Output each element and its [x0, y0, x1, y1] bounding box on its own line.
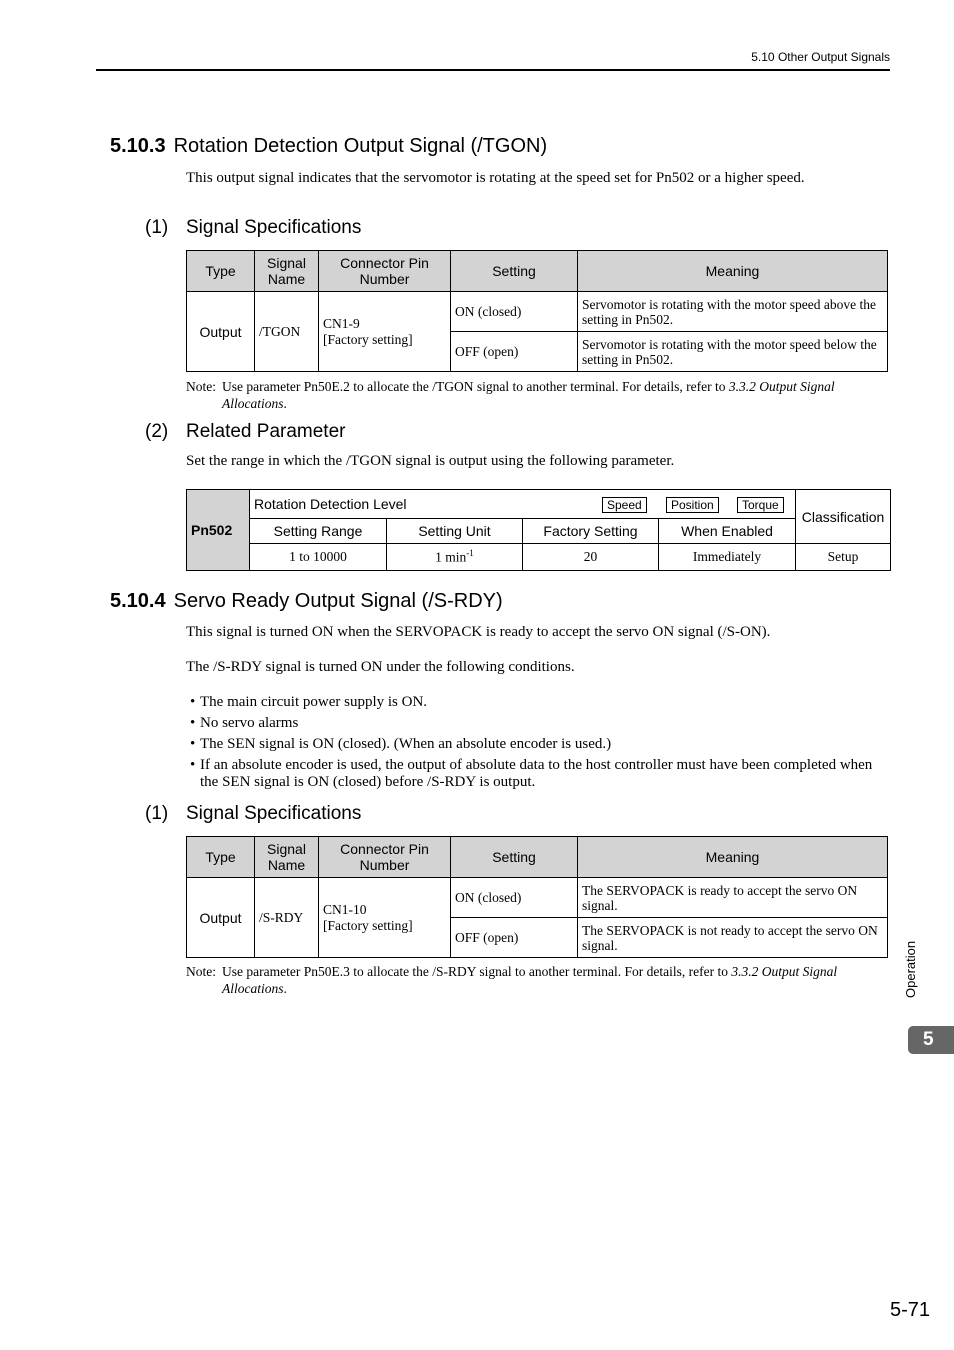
related-parameter-text: Set the range in which the /TGON signal is output using the following parameter.	[186, 453, 675, 469]
srdy-signal-table	[186, 836, 888, 958]
section-number: 5.10.4	[110, 590, 166, 612]
srdy-note	[186, 963, 890, 997]
col-header-signal-name: Signal Name	[255, 837, 319, 878]
cell-setting-on: ON (closed)	[451, 292, 578, 332]
tag-speed: Speed	[602, 497, 647, 513]
col-header-meaning: Meaning	[578, 251, 888, 292]
list-item	[190, 694, 890, 711]
cell-signal-name: /TGON	[255, 292, 319, 372]
condition-text: The main circuit power supply is ON.	[200, 694, 428, 710]
note-label: Note:	[186, 964, 216, 979]
conditions-intro: The /S-RDY signal is turned ON under the following conditions.	[186, 659, 575, 675]
connector-pin: CN1-9	[323, 315, 360, 331]
cell-connector-pin	[319, 878, 451, 958]
header-factory-setting: Factory Setting	[523, 519, 659, 544]
col-header-setting: Setting	[451, 251, 578, 292]
cell-connector-pin	[319, 292, 451, 372]
col-header-setting: Setting	[451, 837, 578, 878]
cell-setting-off: OFF (open)	[451, 332, 578, 372]
cell-setting-off: OFF (open)	[451, 918, 578, 958]
bullet: •	[190, 757, 196, 773]
cell-meaning-off: Servomotor is rotating with the motor speed below the setting in Pn502.	[578, 332, 888, 372]
classification-header: Classification	[796, 490, 891, 544]
value-setting-range: 1 to 10000	[250, 544, 387, 571]
parameter-name-cell	[250, 490, 796, 519]
section-title: Rotation Detection Output Signal (/TGON)	[173, 135, 548, 157]
subheading-number: (1)	[145, 803, 169, 824]
parameter-table-pn502	[186, 489, 891, 571]
col-header-type: Type	[187, 251, 255, 292]
col-header-signal-name: Signal Name	[255, 251, 319, 292]
condition-text: If an absolute encoder is used, the output of absolute data to the host controller must have been completed when the SEN signal is ON (closed) before /S-RDY is output.	[200, 757, 873, 790]
condition-text: No servo alarms	[200, 715, 299, 731]
subheading-number: (1)	[145, 217, 169, 238]
col-header-type: Type	[187, 837, 255, 878]
note-end: .	[283, 981, 287, 996]
header-when-enabled: When Enabled	[659, 519, 796, 544]
connector-pin: CN1-10	[323, 901, 367, 917]
chapter-side-label: Operation	[903, 940, 918, 998]
subheading-title: Signal Specifications	[186, 217, 362, 238]
subheading-number: (2)	[145, 421, 169, 442]
tgon-signal-table	[186, 250, 888, 372]
section-heading-5-10-3	[110, 135, 547, 158]
tgon-note	[186, 378, 890, 412]
cell-meaning-on: The SERVOPACK is ready to accept the servo ON signal.	[578, 878, 888, 918]
conditions-list	[190, 694, 890, 795]
subheading-signal-specs-srdy	[145, 803, 361, 825]
parameter-number: Pn502	[187, 490, 250, 571]
tag-position: Position	[666, 497, 719, 513]
condition-text: The SEN signal is ON (closed). (When an absolute encoder is used.)	[200, 736, 612, 752]
note-reference: 3.3.2 Output Signal Allocations	[222, 379, 835, 411]
section-heading-5-10-4	[110, 590, 503, 613]
value-classification: Setup	[796, 544, 891, 571]
bullet: •	[190, 694, 196, 710]
note-reference: 3.3.2 Output Signal Allocations	[222, 964, 838, 996]
value-when-enabled: Immediately	[659, 544, 796, 571]
section-intro: This signal is turned ON when the SERVOPACK is ready to accept the servo ON signal (/S-ON).	[186, 624, 771, 640]
factory-setting-note: [Factory setting]	[323, 331, 413, 347]
note-text: Use parameter Pn50E.3 to allocate the /S-RDY signal to another terminal. For details, refer to	[222, 964, 728, 979]
subheading-title: Related Parameter	[186, 421, 346, 442]
header-setting-unit: Setting Unit	[387, 519, 523, 544]
subheading-title: Signal Specifications	[186, 803, 362, 824]
section-title: Servo Ready Output Signal (/S-RDY)	[173, 590, 503, 612]
col-header-connector-pin: Connector Pin Number	[319, 251, 451, 292]
value-setting-unit	[387, 544, 523, 571]
cell-meaning-on: Servomotor is rotating with the motor speed above the setting in Pn502.	[578, 292, 888, 332]
header-rule	[96, 69, 890, 71]
cell-meaning-off: The SERVOPACK is not ready to accept the servo ON signal.	[578, 918, 888, 958]
subheading-signal-specs-tgon	[145, 217, 361, 239]
section-number: 5.10.3	[110, 135, 166, 157]
value-factory-setting: 20	[523, 544, 659, 571]
cell-signal-name: /S-RDY	[255, 878, 319, 958]
unit-exponent: -1	[466, 548, 474, 559]
cell-type: Output	[187, 878, 255, 958]
col-header-meaning: Meaning	[578, 837, 888, 878]
header-setting-range: Setting Range	[250, 519, 387, 544]
subheading-related-parameter	[145, 421, 345, 443]
bullet: •	[190, 715, 196, 731]
list-item	[190, 736, 890, 753]
cell-type: Output	[187, 292, 255, 372]
note-text: Use parameter Pn50E.2 to allocate the /TGON signal to another terminal. For details, refer to	[222, 379, 726, 394]
chapter-tab: 5	[908, 1026, 954, 1054]
page-number: 5-71	[889, 1299, 930, 1321]
list-item	[190, 757, 890, 791]
cell-setting-on: ON (closed)	[451, 878, 578, 918]
factory-setting-note: [Factory setting]	[323, 917, 413, 933]
tag-torque: Torque	[737, 497, 784, 513]
list-item	[190, 715, 890, 732]
bullet: •	[190, 736, 196, 752]
unit-base: 1 min	[435, 549, 467, 565]
parameter-name: Rotation Detection Level	[254, 496, 407, 512]
section-intro: This output signal indicates that the servomotor is rotating at the speed set for Pn502 or a higher speed.	[186, 170, 805, 186]
col-header-connector-pin: Connector Pin Number	[319, 837, 451, 878]
running-header: 5.10 Other Output Signals	[751, 50, 890, 64]
note-label: Note:	[186, 379, 216, 394]
note-end: .	[283, 396, 287, 411]
